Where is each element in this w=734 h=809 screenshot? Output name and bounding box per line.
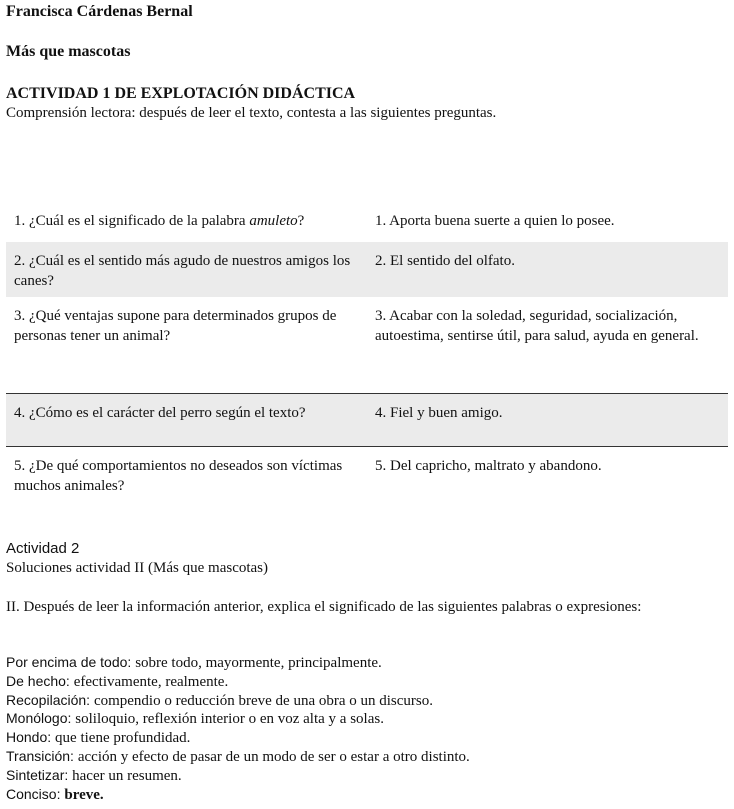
list-item [6,691,728,710]
glossary-definition: compendio o reducción breve de una obra o un discurso. [93,692,433,709]
list-item [6,672,728,691]
question-2: 2. ¿Cuál es el sentido más agudo de nuestros amigos los canes? [14,253,351,289]
answer-3: 3. Acabar con la soledad, seguridad, socialización, autoestima, sentirse útil, para salud, ayuda en general. [375,308,699,344]
table-row [6,447,728,502]
question-1-emphasis: amuleto [249,213,298,229]
glossary-definition: hacer un resumen. [72,767,182,784]
list-item [6,747,728,766]
glossary-definition: efectivamente, realmente. [73,673,229,690]
glossary-term: Por encima de todo: [6,654,136,670]
glossary-definition: que tiene profundidad. [55,730,191,747]
table-row [6,393,728,447]
glossary-definition: acción y efecto de pasar de un modo de ser o estar a otro distinto. [77,748,470,765]
list-item [6,766,728,785]
question-1-text: 1. ¿Cuál es el significado de la palabra [14,213,250,229]
answer-1: 1. Aporta buena suerte a quien lo posee. [375,213,615,229]
activity-2-instruction: II. Después de leer la información anterior, explica el significado de las siguientes palabras o expresiones: [6,599,642,615]
glossary-list [6,653,728,803]
glossary-term: Sintetizar: [6,766,73,783]
answer-2: 2. El sentido del olfato. [375,253,515,269]
question-1-end: ? [297,213,305,229]
list-item [6,653,728,672]
glossary-term: Recopilación: [6,691,94,708]
glossary-definition: sobre todo, mayormente, principalmente. [135,655,382,671]
glossary-term: Conciso: [6,785,65,802]
glossary-definition: breve. [64,786,104,803]
question-1 [14,211,366,231]
question-4: 4. ¿Cómo es el carácter del perro según el texto? [14,405,306,421]
question-5: 5. ¿De qué comportamientos no deseados son víctimas muchos animales? [14,458,343,494]
question-3: 3. ¿Qué ventajas supone para determinados grupos de personas tener un animal? [14,308,337,344]
document-title: Más que mascotas [6,43,131,60]
table-row [6,242,728,297]
list-item [6,709,728,728]
glossary-term: Hondo: [6,729,56,746]
list-item [6,785,728,804]
activity-2-title: Actividad 2 [6,540,80,557]
glossary-term: Transición: [6,747,78,764]
answer-4: 4. Fiel y buen amigo. [375,405,503,421]
activity-2-subtitle: Soluciones actividad II (Más que mascotas) [6,560,269,576]
glossary-term: De hecho: [6,672,74,689]
list-item [6,728,728,747]
activity-1-instruction: Comprensión lectora: después de leer el texto, contesta a las siguientes preguntas. [6,105,497,121]
glossary-definition: soliloquio, reflexión interior o en voz alta y a solas. [75,711,384,728]
glossary-term: Monólogo: [6,710,76,727]
answer-5: 5. Del capricho, maltrato y abandono. [375,458,602,474]
activity-1-heading: ACTIVIDAD 1 DE EXPLOTACIÓN DIDÁCTICA [6,85,356,102]
table-row [6,297,728,393]
author-name: Francisca Cárdenas Bernal [6,3,193,20]
table-row [6,202,728,242]
